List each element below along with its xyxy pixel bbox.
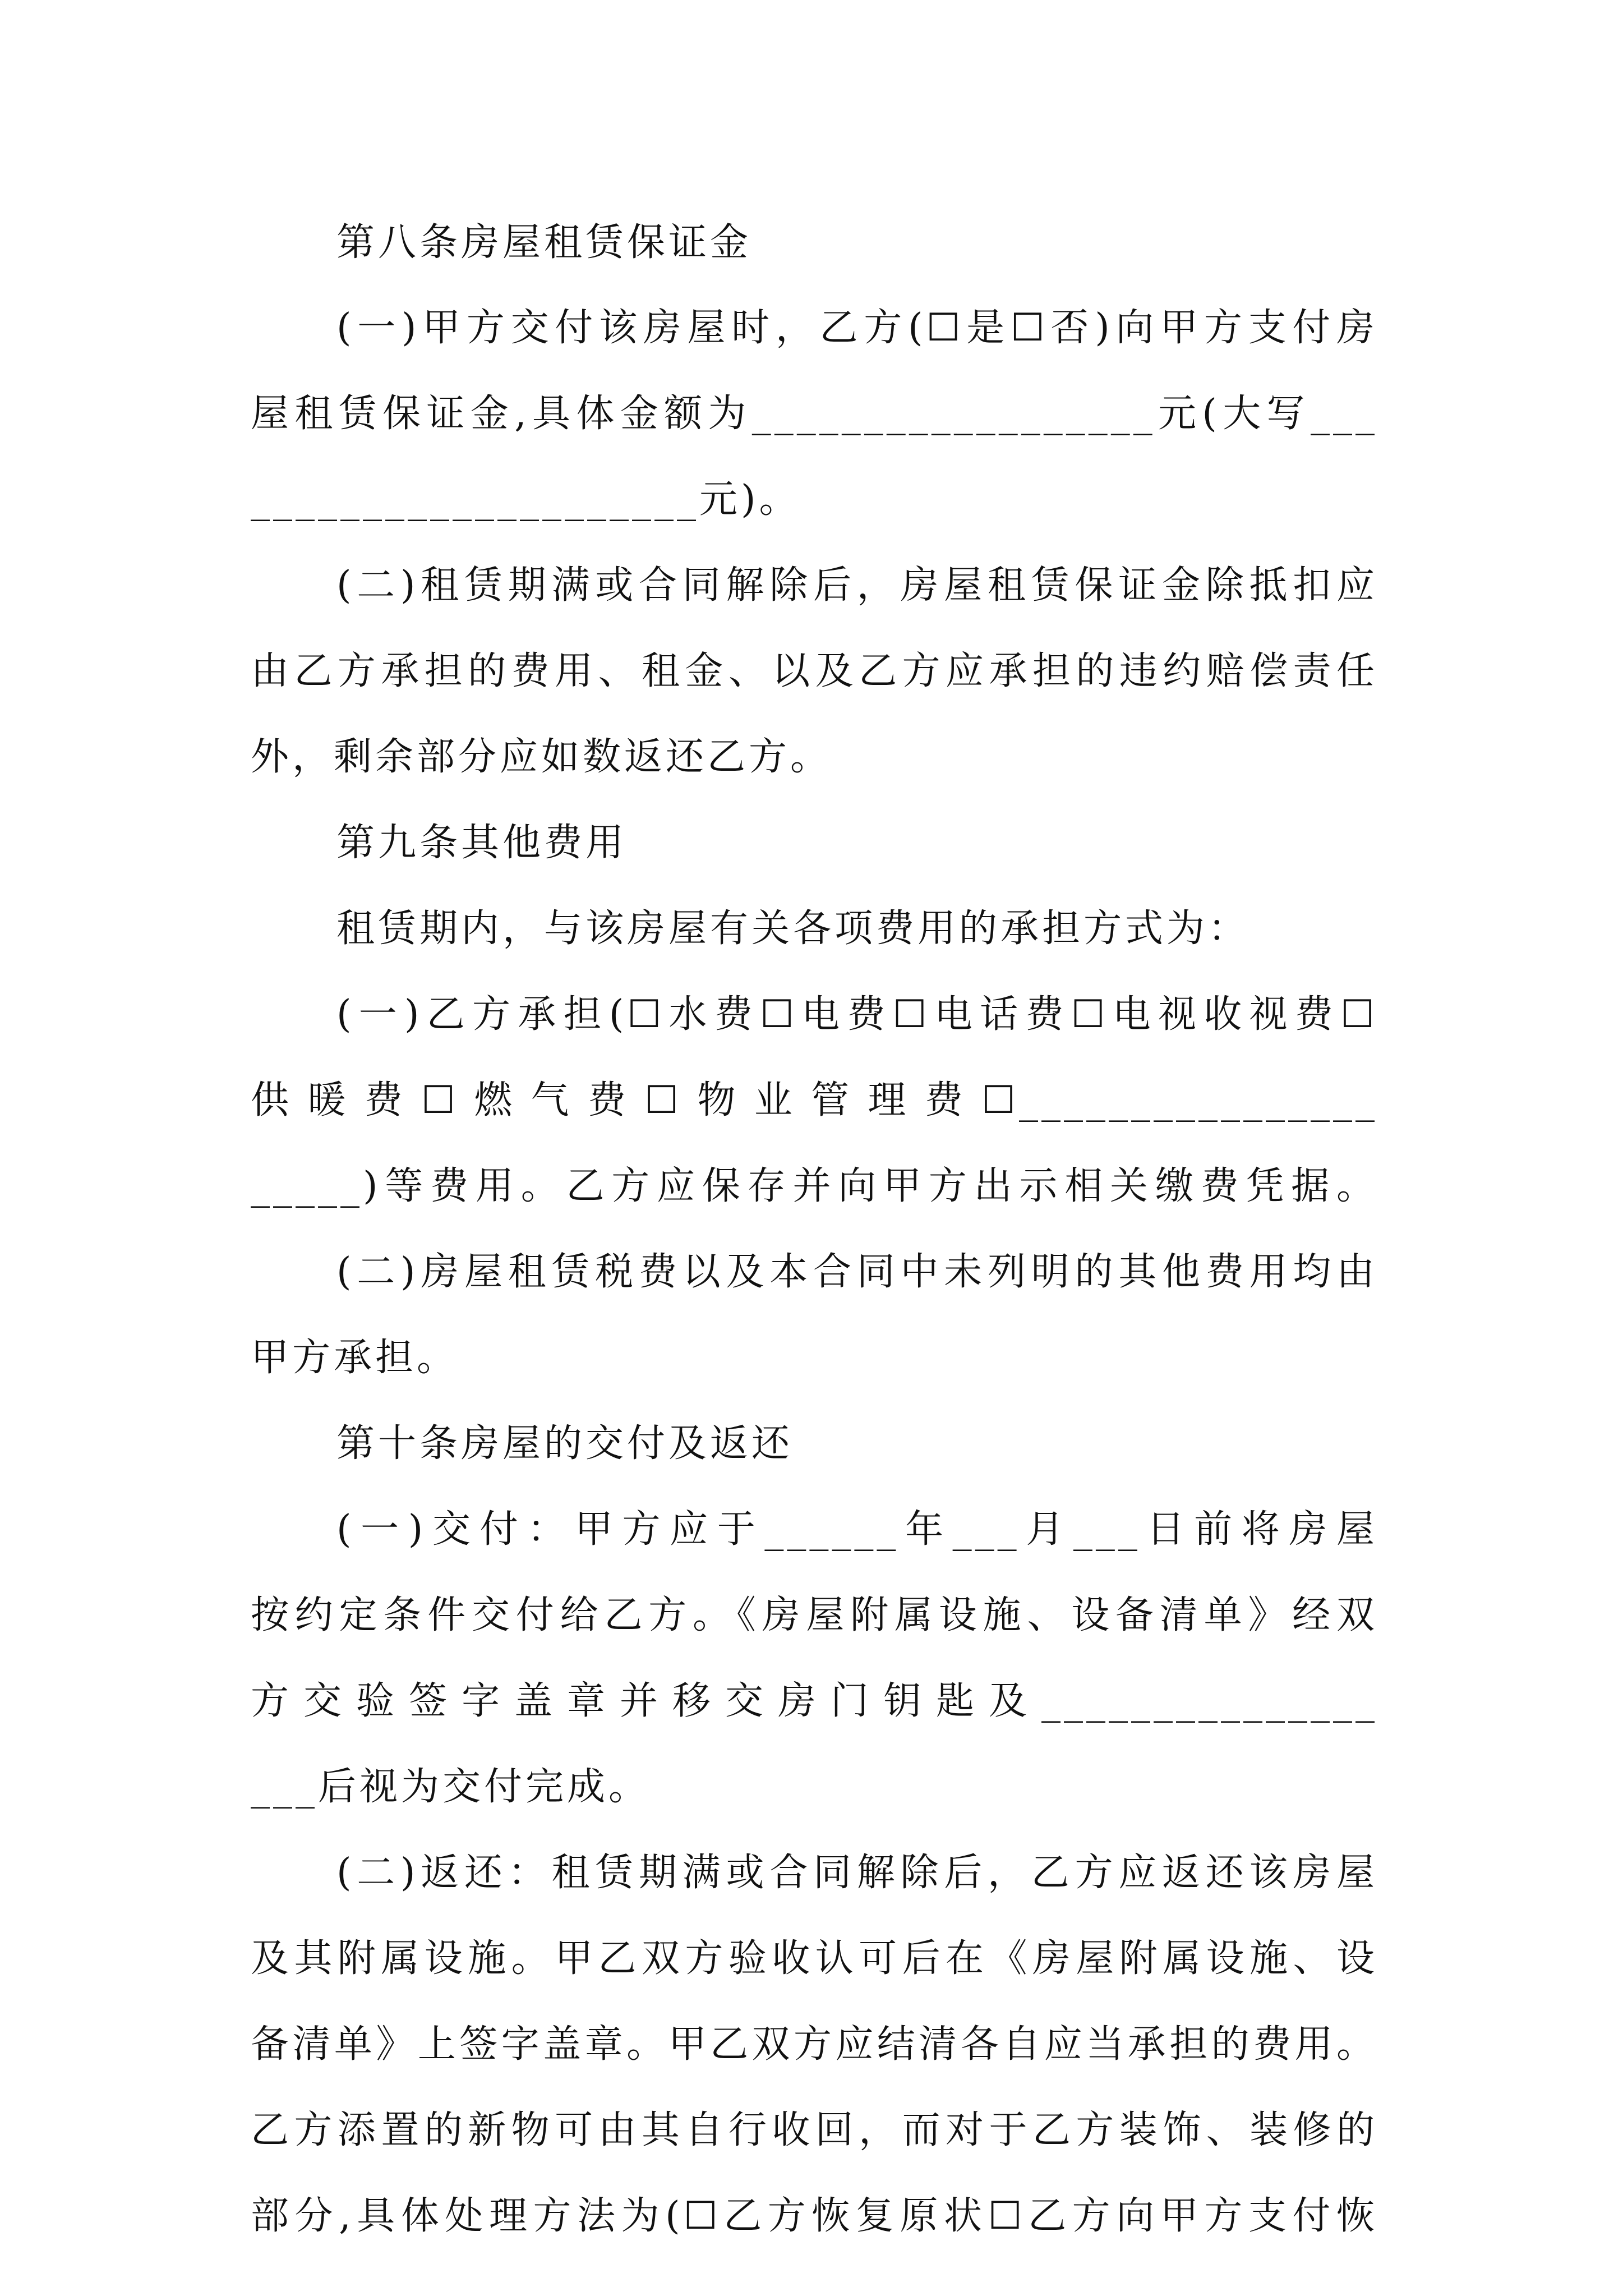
article-10-clause-1-line-4: ___后视为交付完成。: [251, 1765, 651, 1809]
article-10-heading: 第十条房屋的交付及返还: [336, 1421, 794, 1466]
article-10-clause-1-line-3: 方交验签字盖章并移交房门钥匙及_______________: [251, 1679, 1378, 1723]
article-9-clause-1-line-3: _____)等费用。乙方应保存并向甲方出示相关缴费凭据。: [251, 1164, 1378, 1208]
article-10-clause-2-line-1: (二)返还：租赁期满或合同解除后，乙方应返还该房屋: [336, 1851, 1378, 1895]
article-9-clause-2-line-1: (二)房屋租赁税费以及本合同中未列明的其他费用均由: [336, 1250, 1378, 1294]
article-8-clause-2-line-1: (二)租赁期满或合同解除后，房屋租赁保证金除抵扣应: [336, 563, 1378, 608]
article-10-clause-2-line-4: 乙方添置的新物可由其自行收回，而对于乙方装饰、装修的: [251, 2108, 1378, 2152]
article-8-heading: 第八条房屋租赁保证金: [336, 220, 752, 265]
article-9-heading: 第九条其他费用: [336, 821, 628, 865]
article-10-clause-2-line-3: 备清单》上签字盖章。甲乙双方应结清各自应当承担的费用。: [251, 2022, 1378, 2067]
article-10-clause-1-line-1: (一)交付：甲方应于______年___月___日前将房屋: [336, 1507, 1378, 1552]
article-10-clause-2-line-5: 部分,具体处理方法为(☐乙方恢复原状☐乙方向甲方支付恢: [251, 2194, 1378, 2238]
article-8-clause-2-line-3: 外，剩余部分应如数返还乙方。: [251, 735, 832, 779]
article-9-clause-1-line-1: (一)乙方承担(☐水费☐电费☐电话费☐电视收视费☐: [336, 992, 1378, 1037]
article-10-clause-1-line-2: 按约定条件交付给乙方。《房屋附属设施、设备清单》经双: [251, 1593, 1378, 1637]
article-9-clause-2-line-2: 甲方承担。: [251, 1336, 459, 1380]
article-8-clause-1-line-2: 屋租赁保证金,具体金额为__________________元(大写___: [251, 392, 1378, 436]
article-8-clause-1-line-3: ____________________元)。: [251, 477, 801, 522]
article-8-clause-2-line-2: 由乙方承担的费用、租金、以及乙方应承担的违约赔偿责任: [251, 649, 1378, 693]
article-8-clause-1-line-1: (一)甲方交付该房屋时，乙方(☐是☐否)向甲方支付房: [336, 306, 1378, 350]
article-9-clause-1-line-2: 供暖费☐燃气费☐物业管理费☐________________: [251, 1078, 1378, 1122]
article-10-clause-2-line-2: 及其附属设施。甲乙双方验收认可后在《房屋附属设施、设: [251, 1936, 1378, 1981]
article-9-intro: 租赁期内，与该房屋有关各项费用的承担方式为：: [336, 907, 1250, 951]
